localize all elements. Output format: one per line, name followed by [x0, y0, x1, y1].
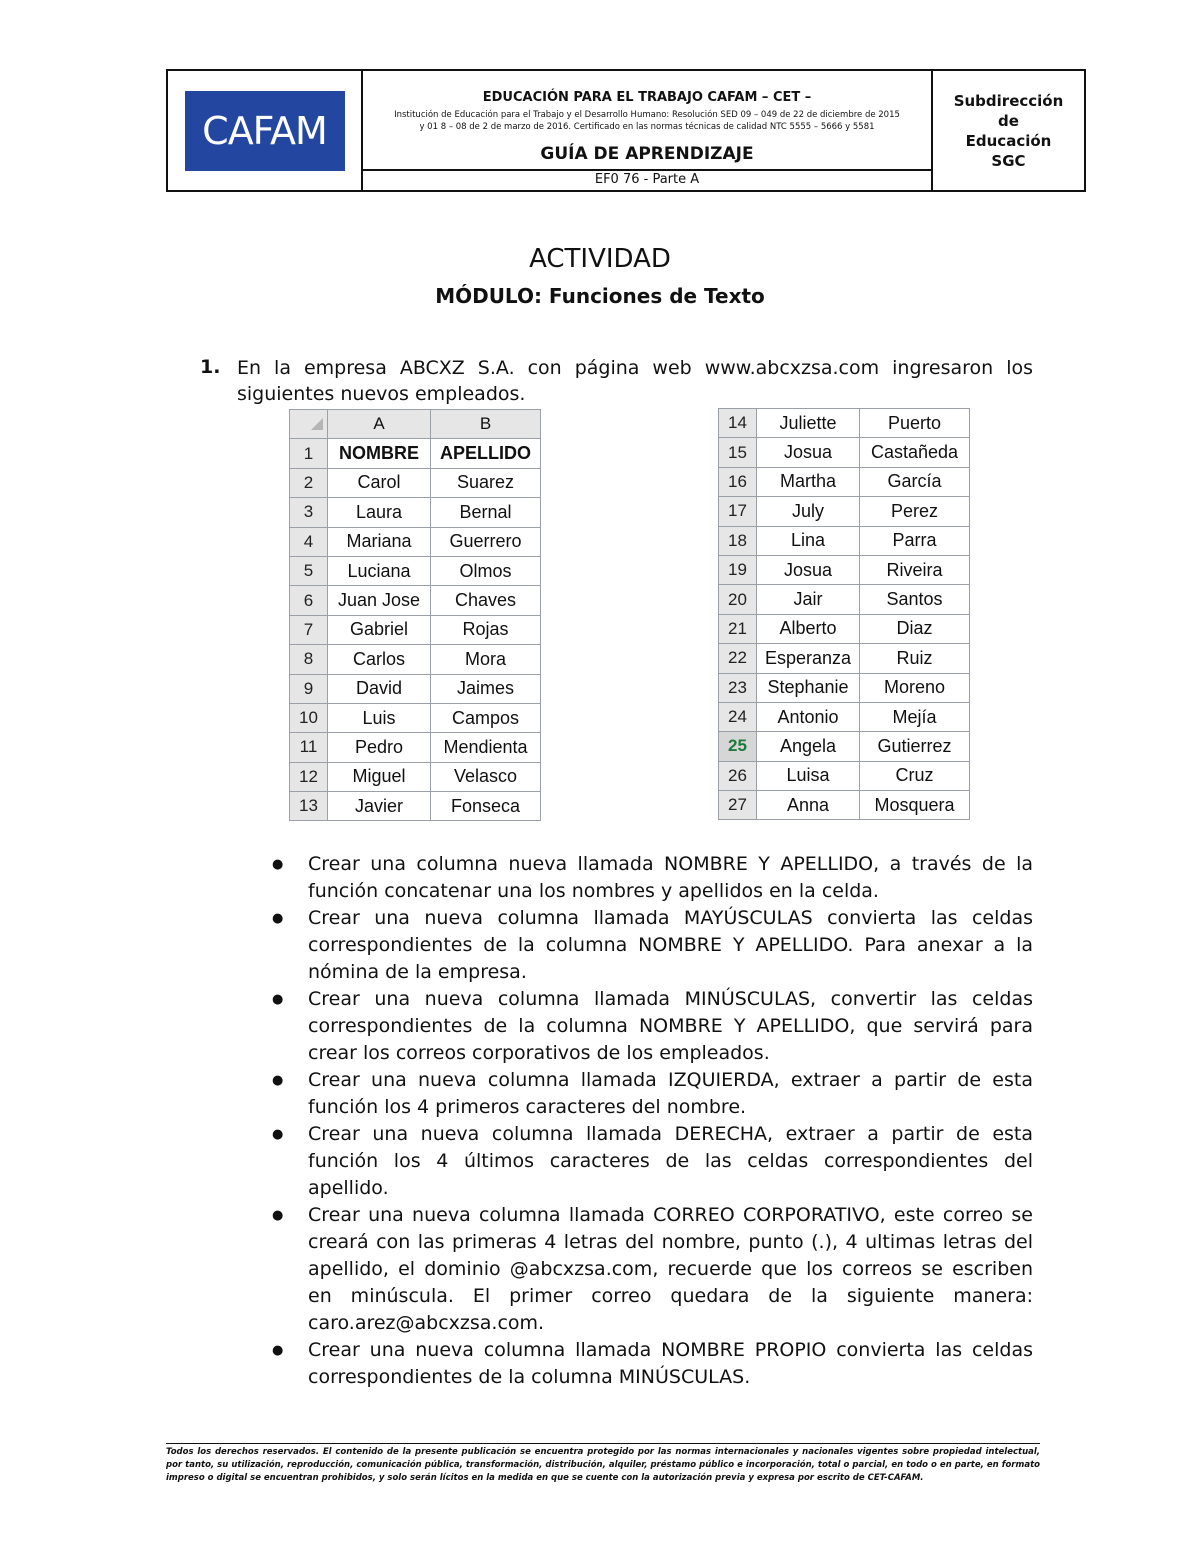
list-item: ● Crear una nueva columna llamada MINÚSCULAS, convertir las celdas correspondientes de la columna NOMBRE Y APELLIDO, que servirá para crear los correos corporativos de los empleados. — [270, 986, 1033, 1067]
institution-line: Institución de Educación para el Trabajo y el Desarrollo Humano: Resolución SED 09 – 049 de 22 de diciembre de 2015 — [394, 110, 900, 120]
table-row — [719, 555, 970, 584]
org-title: EDUCACIÓN PARA EL TRABAJO CAFAM – CET – — [482, 90, 812, 105]
table-row — [719, 585, 970, 614]
table-row — [290, 733, 541, 762]
cell-nombre[interactable]: Stephanie — [757, 673, 860, 702]
cell-apellido[interactable]: Guerrero — [431, 527, 541, 556]
row-header[interactable]: 5 — [290, 556, 328, 585]
item-number: 1. — [200, 356, 221, 378]
row-header[interactable]: 24 — [719, 702, 757, 731]
cell-apellido[interactable]: Campos — [431, 703, 541, 732]
select-all-corner[interactable] — [290, 410, 328, 439]
cell-apellido[interactable]: Santos — [860, 585, 970, 614]
cell-nombre[interactable]: Pedro — [328, 733, 431, 762]
table-row — [719, 732, 970, 761]
header-center-top — [363, 71, 931, 171]
cell-apellido[interactable]: Olmos — [431, 556, 541, 585]
table-row — [719, 702, 970, 731]
document-code: EF0 76 - Parte A — [594, 172, 700, 187]
row-header[interactable]: 8 — [290, 645, 328, 674]
row-header[interactable]: 3 — [290, 498, 328, 527]
cell-apellido[interactable]: Parra — [860, 526, 970, 555]
cell-apellido[interactable]: Mejía — [860, 702, 970, 731]
cell-nombre[interactable]: Jair — [757, 585, 860, 614]
cell-nombre[interactable]: David — [328, 674, 431, 703]
table-row — [719, 644, 970, 673]
row-header[interactable]: 20 — [719, 585, 757, 614]
table-row — [719, 614, 970, 643]
cell-nombre[interactable]: Luciana — [328, 556, 431, 585]
spreadsheet-left — [289, 409, 541, 821]
instruction-list — [270, 851, 1033, 1391]
department-line: Educación — [965, 131, 1052, 150]
table-row — [719, 791, 970, 820]
row-header[interactable]: 23 — [719, 673, 757, 702]
row-header[interactable]: 27 — [719, 791, 757, 820]
table-row — [719, 761, 970, 790]
row-header[interactable]: 11 — [290, 733, 328, 762]
cell-nombre[interactable]: Alberto — [757, 614, 860, 643]
cell-apellido[interactable]: Puerto — [860, 409, 970, 438]
list-item: ● Crear una nueva columna llamada DERECHA, extraer a partir de esta función los 4 últimos caracteres de las celdas correspondientes del apellido. — [270, 1121, 1033, 1202]
cell-nombre[interactable]: Gabriel — [328, 615, 431, 644]
cell-nombre[interactable]: Juliette — [757, 409, 860, 438]
cell-apellido[interactable]: Mora — [431, 645, 541, 674]
row-header[interactable]: 4 — [290, 527, 328, 556]
table-row — [290, 703, 541, 732]
cell-nombre[interactable]: NOMBRE — [328, 439, 431, 468]
row-header[interactable]: 2 — [290, 468, 328, 497]
cell-nombre[interactable]: Juan Jose — [328, 586, 431, 615]
row-header[interactable]: 10 — [290, 703, 328, 732]
table-row — [290, 645, 541, 674]
cell-nombre[interactable]: Esperanza — [757, 644, 860, 673]
table-row — [719, 438, 970, 467]
page-title: ACTIVIDAD — [529, 244, 671, 274]
cell-apellido[interactable]: APELLIDO — [431, 439, 541, 468]
row-header[interactable]: 6 — [290, 586, 328, 615]
row-header[interactable]: 25 — [719, 732, 757, 761]
spreadsheet-right — [718, 408, 970, 820]
cell-nombre[interactable]: Martha — [757, 467, 860, 496]
document-header — [166, 69, 1086, 192]
cell-nombre[interactable]: Angela — [757, 732, 860, 761]
list-item: ● Crear una columna nueva llamada NOMBRE Y APELLIDO, a través de la función concatenar una los nombres y apellidos en la celda. — [270, 851, 1033, 905]
list-item: ● Crear una nueva columna llamada CORREO CORPORATIVO, este correo se creará con las primeras 4 letras del nombre, punto (.), 4 ultimas letras del apellido, el dominio @abcxzsa.com, recuerde que los correos se escriben en minúscula. El primer correo quedara de la siguiente manera: caro.arez@abcxzsa.com. — [270, 1202, 1033, 1337]
cell-nombre[interactable]: Laura — [328, 498, 431, 527]
copyright-footer: Todos los derechos reservados. El contenido de la presente publicación se encuentra protegido por las normas internacionales y nacionales vigentes sobre propiedad intelectual, por tanto, su utilización, reproducción, comunicación pública, transformación, distribución, alquiler, préstamo público e incorporación, total o parcial, en todo o en parte, en formato impreso o digital se encuentran prohibidos, y solo serán lícitos en la medida en que se cuente con la autorización previa y expresa por escrito de CET-CAFAM. — [166, 1447, 1040, 1483]
list-item: ● Crear una nueva columna llamada MAYÚSCULAS convierta las celdas correspondientes de la columna NOMBRE Y APELLIDO. Para anexar a la nómina de la empresa. — [270, 905, 1033, 986]
department-line: de — [998, 111, 1019, 130]
row-header[interactable]: 7 — [290, 615, 328, 644]
row-header[interactable]: 17 — [719, 497, 757, 526]
cell-nombre[interactable]: July — [757, 497, 860, 526]
cell-apellido[interactable]: García — [860, 467, 970, 496]
cell-apellido[interactable]: Cruz — [860, 761, 970, 790]
row-header[interactable]: 12 — [290, 762, 328, 791]
list-item: ● Crear una nueva columna llamada IZQUIERDA, extraer a partir de esta función los 4 primeros caracteres del nombre. — [270, 1067, 1033, 1121]
cell-apellido[interactable]: Bernal — [431, 498, 541, 527]
table-row — [290, 586, 541, 615]
table-row — [290, 527, 541, 556]
table-row — [290, 556, 541, 585]
cell-apellido[interactable]: Rojas — [431, 615, 541, 644]
column-header-b[interactable]: B — [431, 410, 541, 439]
logo-cell — [168, 71, 363, 190]
cell-apellido[interactable]: Ruiz — [860, 644, 970, 673]
cell-apellido[interactable]: Perez — [860, 497, 970, 526]
row-header[interactable]: 21 — [719, 614, 757, 643]
list-item: ● Crear una nueva columna llamada NOMBRE PROPIO convierta las celdas correspondientes de la columna MINÚSCULAS. — [270, 1337, 1033, 1391]
cell-nombre[interactable]: Anna — [757, 791, 860, 820]
table-row — [290, 468, 541, 497]
row-header[interactable]: 15 — [719, 438, 757, 467]
table-row — [290, 674, 541, 703]
guide-title: GUÍA DE APRENDIZAJE — [540, 144, 754, 164]
institution-line: y 01 8 – 08 de 2 de marzo de 2016. Certificado en las normas técnicas de calidad NTC 5555 – 5666 y 5581 — [419, 122, 875, 132]
cafam-logo: CAFAM — [185, 91, 345, 171]
column-header-row — [290, 410, 541, 439]
cell-apellido[interactable]: Mendienta — [431, 733, 541, 762]
cell-apellido[interactable]: Gutierrez — [860, 732, 970, 761]
column-header-a[interactable]: A — [328, 410, 431, 439]
cell-nombre[interactable]: Lina — [757, 526, 860, 555]
table-row — [290, 792, 541, 821]
institution-info — [363, 109, 931, 133]
cell-apellido[interactable]: Castañeda — [860, 438, 970, 467]
row-header[interactable]: 18 — [719, 526, 757, 555]
page-subtitle: MÓDULO: Funciones de Texto — [435, 284, 765, 308]
table-row — [290, 615, 541, 644]
table-row — [719, 526, 970, 555]
row-header[interactable]: 1 — [290, 439, 328, 468]
cell-apellido[interactable]: Jaimes — [431, 674, 541, 703]
cell-apellido[interactable]: Diaz — [860, 614, 970, 643]
row-header[interactable]: 9 — [290, 674, 328, 703]
table-row — [719, 497, 970, 526]
row-header[interactable]: 19 — [719, 555, 757, 584]
row-header[interactable]: 14 — [719, 409, 757, 438]
cell-nombre[interactable]: Carol — [328, 468, 431, 497]
cell-apellido[interactable]: Moreno — [860, 673, 970, 702]
cell-nombre[interactable]: Antonio — [757, 702, 860, 731]
table-row — [290, 498, 541, 527]
cell-nombre[interactable]: Carlos — [328, 645, 431, 674]
cell-nombre[interactable]: Josua — [757, 438, 860, 467]
row-header[interactable]: 13 — [290, 792, 328, 821]
table-row — [290, 762, 541, 791]
header-center — [363, 71, 933, 190]
table-row — [719, 673, 970, 702]
table-row — [719, 409, 970, 438]
department-line: Subdirección — [953, 91, 1064, 110]
cell-nombre[interactable]: Josua — [757, 555, 860, 584]
intro-paragraph: En la empresa ABCXZ S.A. con página web www.abcxzsa.com ingresaron los siguientes nuevos empleados. — [237, 357, 1033, 405]
row-header[interactable]: 16 — [719, 467, 757, 496]
department-cell — [933, 71, 1084, 190]
cell-nombre[interactable]: Luisa — [757, 761, 860, 790]
row-header[interactable]: 22 — [719, 644, 757, 673]
cell-apellido[interactable]: Fonseca — [431, 792, 541, 821]
footer-divider — [166, 1443, 1040, 1444]
table-row — [719, 467, 970, 496]
cell-apellido[interactable]: Velasco — [431, 762, 541, 791]
cell-apellido[interactable]: Mosquera — [860, 791, 970, 820]
cell-apellido[interactable]: Riveira — [860, 555, 970, 584]
cell-nombre[interactable]: Luis — [328, 703, 431, 732]
row-header[interactable]: 26 — [719, 761, 757, 790]
cell-nombre[interactable]: Miguel — [328, 762, 431, 791]
cell-apellido[interactable]: Suarez — [431, 468, 541, 497]
cell-nombre[interactable]: Javier — [328, 792, 431, 821]
table-row — [290, 439, 541, 468]
department-line: SGC — [991, 151, 1026, 170]
cell-apellido[interactable]: Chaves — [431, 586, 541, 615]
cell-nombre[interactable]: Mariana — [328, 527, 431, 556]
